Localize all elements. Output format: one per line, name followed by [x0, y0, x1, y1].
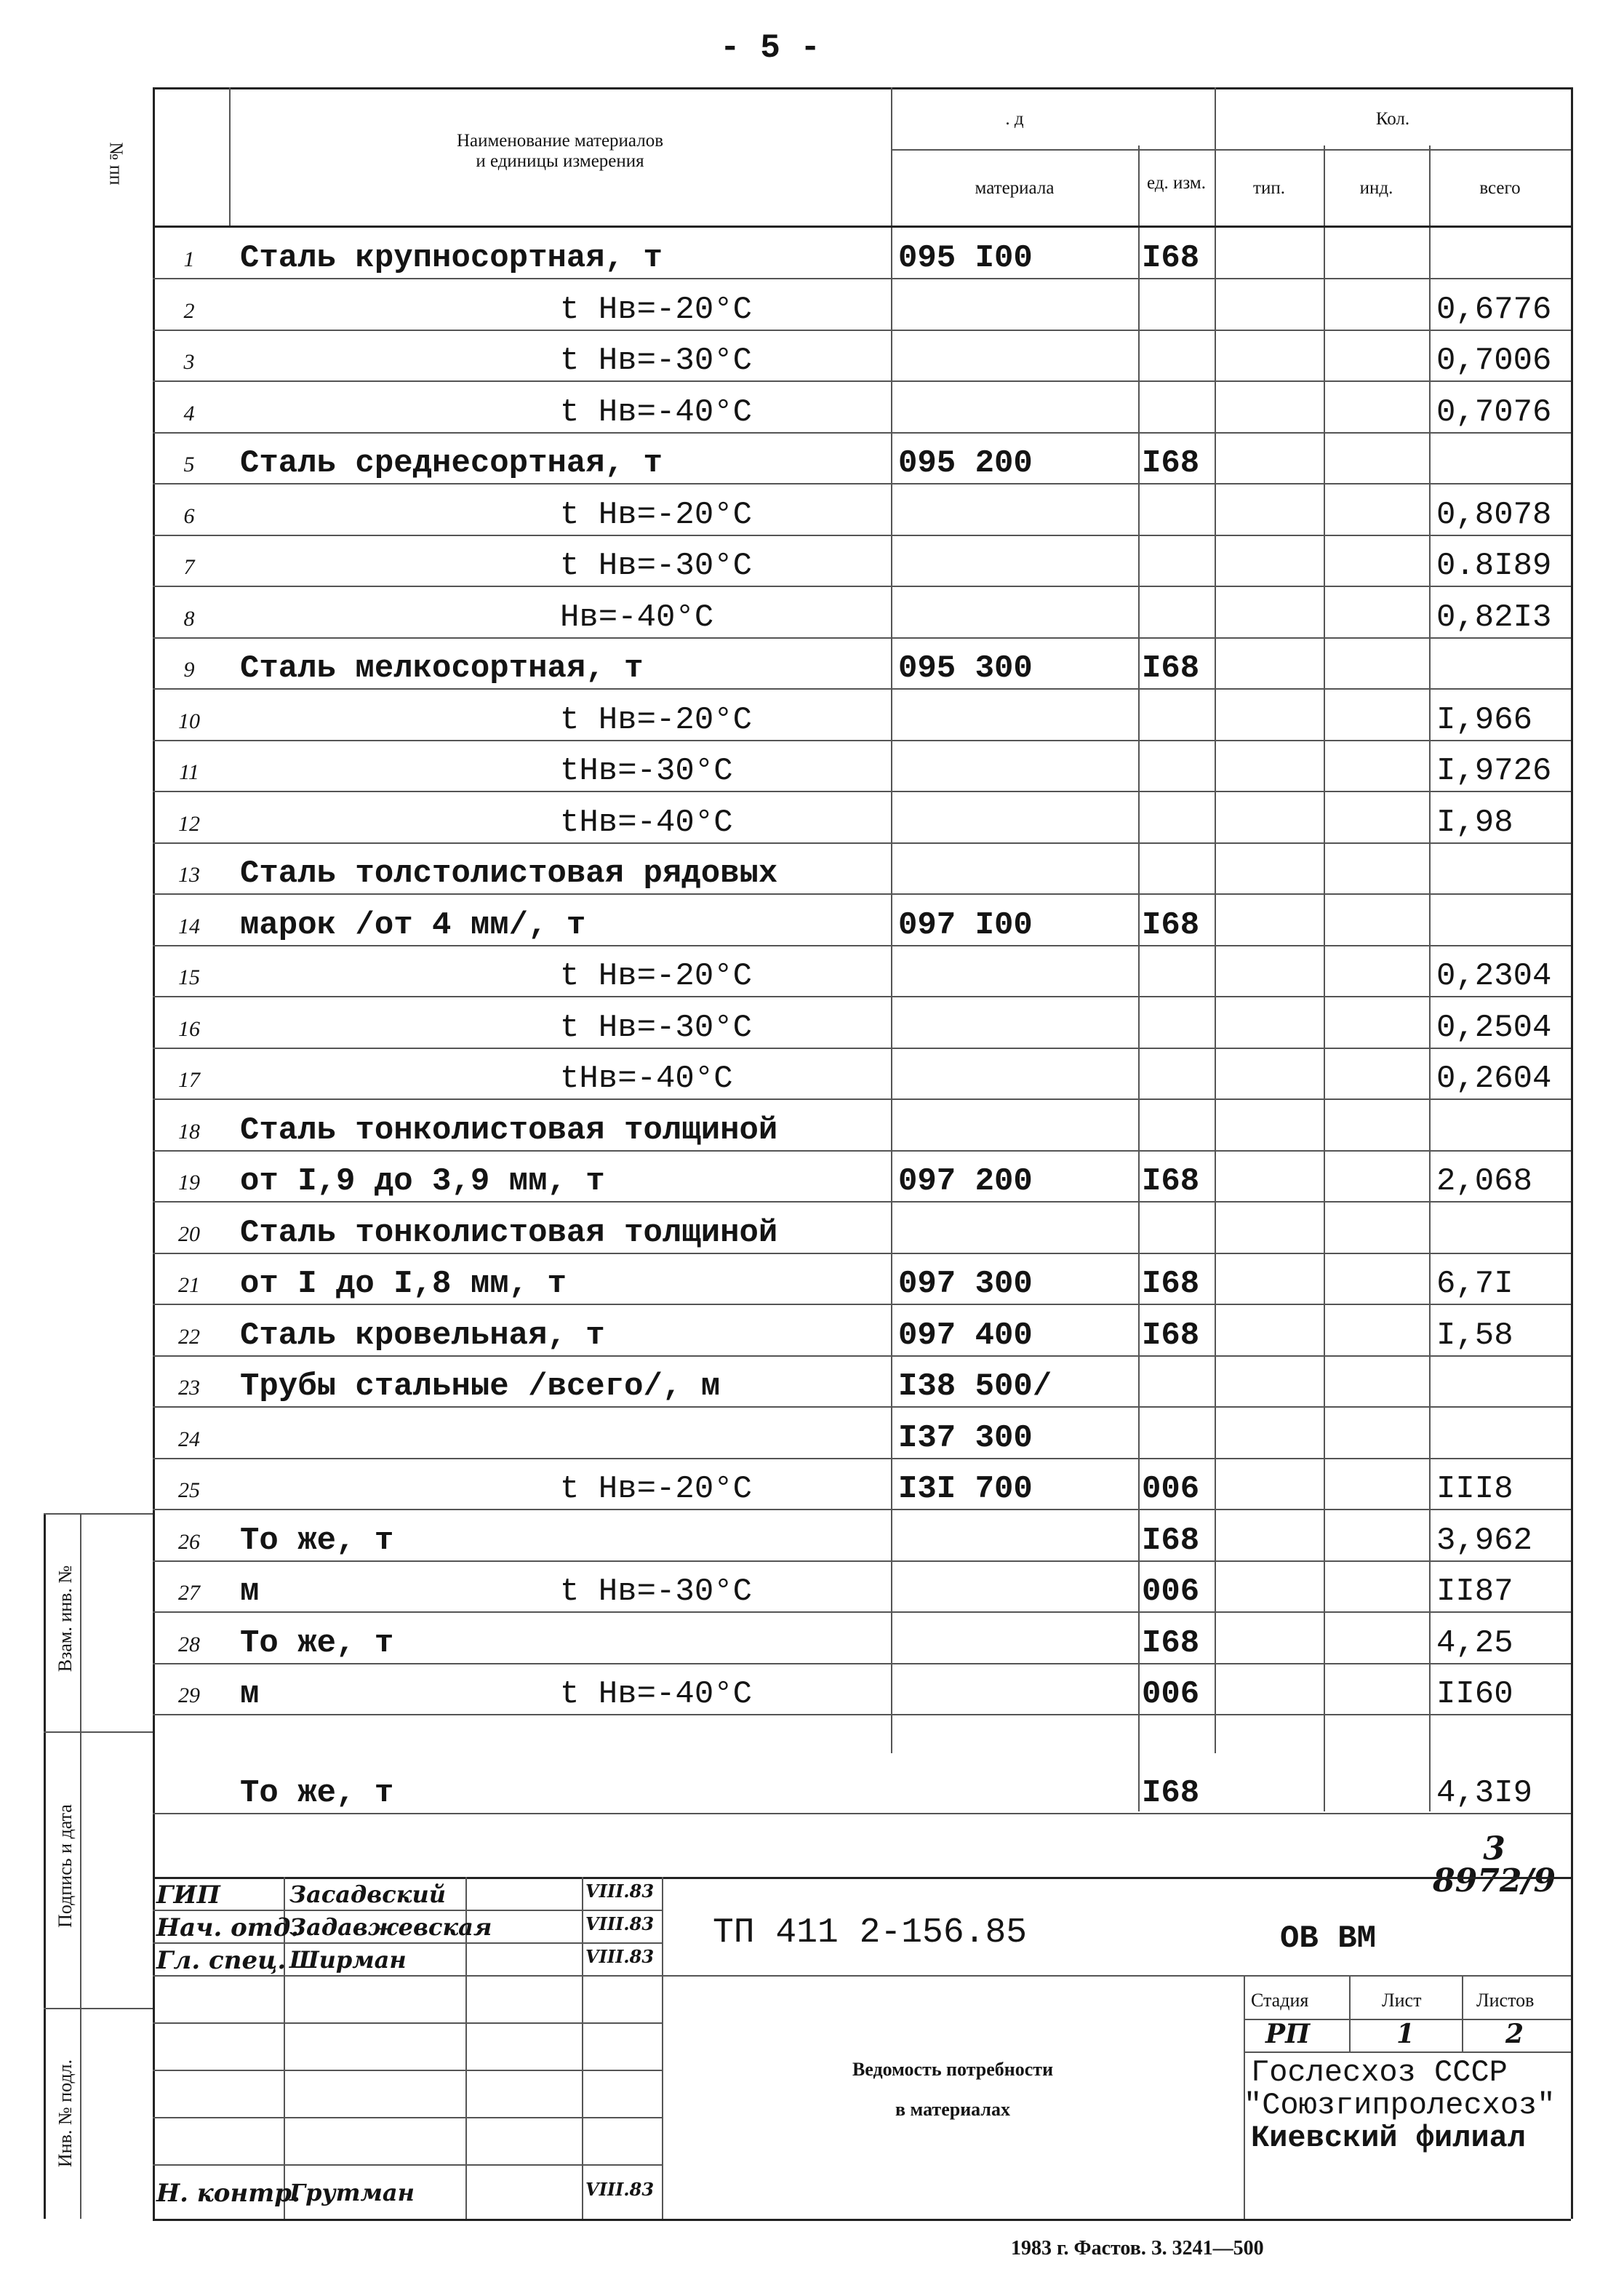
- material-name: То же, т: [240, 1624, 394, 1662]
- row-number: 10: [178, 709, 200, 733]
- sheets-value: 2: [1505, 2019, 1524, 2049]
- material-name: То же, т: [240, 1775, 394, 1811]
- temperature-condition: t Нв=-30°С: [560, 343, 753, 379]
- stage-value: РП: [1265, 2019, 1311, 2049]
- header-code-group: . д: [1005, 109, 1024, 129]
- quantity-total: I,9726: [1436, 753, 1552, 789]
- signature-role: Гл. спец.: [156, 1946, 287, 1975]
- unit-code: I68: [1142, 1624, 1200, 1662]
- unit-code: I68: [1142, 1317, 1200, 1354]
- material-name: То же, т: [240, 1522, 394, 1559]
- handwritten-note: 3 8972/9: [1433, 1830, 1556, 1899]
- signature-date: VIII.83: [585, 1913, 655, 1934]
- temperature-condition: t Нв=-20°С: [560, 958, 753, 994]
- unit-code: I68: [1142, 445, 1200, 482]
- material-code: I37 300: [898, 1419, 1033, 1456]
- material-name: Сталь крупносортная, т: [240, 240, 663, 276]
- margin-podpis-data: Подпись и дата: [55, 1804, 76, 1928]
- unit-code: I68: [1142, 1266, 1200, 1302]
- material-name: м: [240, 1676, 260, 1712]
- temperature-condition: t Нв=-20°С: [560, 291, 753, 328]
- unit-code: I68: [1142, 906, 1200, 944]
- temperature-condition: t Нв=-40°С: [560, 1676, 753, 1712]
- quantity-total: 4,3I9: [1436, 1775, 1533, 1811]
- material-code: 097 300: [898, 1266, 1033, 1302]
- unit-code: I68: [1142, 650, 1200, 687]
- material-name: Сталь кровельная, т: [240, 1317, 605, 1354]
- row-number: 9: [183, 658, 195, 682]
- row-number: 5: [183, 452, 195, 476]
- quantity-total: 2,068: [1436, 1163, 1533, 1200]
- row-number: 15: [178, 965, 200, 989]
- row-number: 2: [183, 298, 195, 323]
- signature-name: Ширман: [289, 1946, 407, 1974]
- temperature-condition: t Нв=-30°С: [560, 548, 753, 584]
- doc-title-line2: в материалах: [895, 2099, 1010, 2120]
- signature-date: VIII.83: [585, 1881, 655, 1902]
- material-code: I38 500/: [898, 1368, 1052, 1405]
- row-number: 1: [183, 247, 195, 271]
- footer-print-info: 1983 г. Фастов. З. 3241—500: [1011, 2237, 1264, 2260]
- row-number: 6: [183, 503, 195, 528]
- sheet-label: Лист: [1382, 1990, 1422, 2011]
- material-name: м: [240, 1574, 260, 1610]
- quantity-total: 0,2304: [1436, 958, 1552, 994]
- header-typ: тип.: [1253, 178, 1285, 198]
- material-name: Сталь толстолистовая рядовых: [240, 856, 778, 892]
- temperature-condition: t Нв=-30°С: [560, 1009, 753, 1046]
- header-total: всего: [1479, 178, 1521, 198]
- header-name: Наименование материалов и единицы измерения: [456, 131, 664, 171]
- header-unit: ед. изм.: [1147, 173, 1206, 193]
- quantity-total: III8: [1436, 1471, 1513, 1507]
- doc-code: ТП 411 2-156.85: [713, 1913, 1028, 1953]
- temperature-condition: t Нв=-20°С: [560, 701, 753, 738]
- material-name: от I,9 до 3,9 мм, т: [240, 1163, 605, 1200]
- quantity-total: I,58: [1436, 1317, 1513, 1354]
- material-name: от I до I,8 мм, т: [240, 1266, 567, 1302]
- material-code: 097 I00: [898, 906, 1033, 944]
- quantity-total: 0,7076: [1436, 394, 1552, 431]
- temperature-condition: tНв=-40°С: [560, 804, 733, 841]
- row-number: 25: [178, 1478, 200, 1502]
- org-line3: Киевский филиал: [1251, 2121, 1527, 2156]
- material-name: Сталь мелкосортная, т: [240, 650, 644, 687]
- quantity-total: II87: [1436, 1574, 1513, 1610]
- unit-code: I68: [1142, 1775, 1200, 1811]
- temperature-condition: tНв=-30°С: [560, 753, 733, 789]
- row-number: 8: [183, 606, 195, 631]
- unit-code: 006: [1142, 1676, 1200, 1712]
- temperature-condition: t Нв=-20°С: [560, 496, 753, 533]
- row-number: 24: [178, 1427, 200, 1451]
- unit-code: I68: [1142, 1163, 1200, 1200]
- row-number: 21: [178, 1273, 200, 1297]
- row-number: 29: [178, 1683, 200, 1707]
- quantity-total: 0,2604: [1436, 1061, 1552, 1097]
- material-name: Сталь тонколистовая толщиной: [240, 1214, 778, 1251]
- material-name: марок /от 4 мм/, т: [240, 906, 586, 944]
- material-code: 097 400: [898, 1317, 1033, 1354]
- header-row-no: № пп: [105, 142, 127, 186]
- header-ind: инд.: [1359, 178, 1393, 198]
- material-code: 095 I00: [898, 240, 1033, 276]
- sheets-label: Листов: [1476, 1990, 1535, 2011]
- row-number: 14: [178, 914, 200, 938]
- signature-role: ГИП: [156, 1881, 220, 1910]
- quantity-total: I,966: [1436, 701, 1533, 738]
- quantity-total: II60: [1436, 1676, 1513, 1712]
- signature-date: VIII.83: [585, 2179, 655, 2200]
- material-name: Трубы стальные /всего/, м: [240, 1368, 721, 1405]
- material-code: 097 200: [898, 1163, 1033, 1200]
- unit-code: I68: [1142, 1522, 1200, 1559]
- row-number: 12: [178, 811, 200, 836]
- doc-mark: ОВ ВМ: [1280, 1921, 1377, 1957]
- row-number: 19: [178, 1171, 200, 1195]
- doc-title-line1: Ведомость потребности: [852, 2059, 1054, 2080]
- org-line2: "Союзгипролесхоз": [1244, 2088, 1556, 2123]
- row-number: 27: [178, 1581, 200, 1605]
- signature-name: Задавжевская: [289, 1913, 492, 1941]
- signature-role: Нач. отд.: [156, 1913, 300, 1942]
- unit-code: 006: [1142, 1471, 1200, 1507]
- row-number: 23: [178, 1376, 200, 1400]
- row-number: 17: [178, 1068, 200, 1092]
- margin-vzam-inv: Взам. инв. №: [55, 1565, 76, 1672]
- material-code: 095 300: [898, 650, 1033, 687]
- row-number: 4: [183, 401, 195, 426]
- sheet-value: 1: [1396, 2019, 1415, 2049]
- temperature-condition: tНв=-40°С: [560, 1061, 733, 1097]
- row-number: 22: [178, 1324, 200, 1349]
- material-code: I3I 700: [898, 1471, 1033, 1507]
- material-name: Сталь тонколистовая толщиной: [240, 1112, 778, 1149]
- quantity-total: 4,25: [1436, 1624, 1513, 1662]
- page-number: - 5 -: [720, 29, 821, 67]
- row-number: 7: [183, 555, 195, 579]
- row-number: 13: [178, 863, 200, 887]
- header-material: материала: [975, 178, 1055, 198]
- row-number: 20: [178, 1221, 200, 1246]
- row-number: 28: [178, 1632, 200, 1656]
- signature-name: Грутман: [289, 2179, 415, 2206]
- quantity-total: 0,8078: [1436, 496, 1552, 533]
- quantity-total: 0.8I89: [1436, 548, 1552, 584]
- quantity-total: 0,82I3: [1436, 599, 1552, 636]
- temperature-condition: t Нв=-20°С: [560, 1471, 753, 1507]
- quantity-total: 0,7006: [1436, 343, 1552, 379]
- row-number: 16: [178, 1016, 200, 1041]
- material-code: 095 200: [898, 445, 1033, 482]
- row-number: 3: [183, 350, 195, 374]
- row-number: 11: [179, 760, 199, 784]
- temperature-condition: t Нв=-30°С: [560, 1574, 753, 1610]
- row-number: 18: [178, 1119, 200, 1144]
- material-name: Сталь среднесортная, т: [240, 445, 663, 482]
- temperature-condition: Нв=-40°С: [560, 599, 714, 636]
- unit-code: 006: [1142, 1574, 1200, 1610]
- header-qty-group: Кол.: [1375, 109, 1410, 129]
- quantity-total: 6,7I: [1436, 1266, 1513, 1302]
- temperature-condition: t Нв=-40°С: [560, 394, 753, 431]
- signature-date: VIII.83: [585, 1946, 655, 1967]
- quantity-total: 3,962: [1436, 1522, 1533, 1559]
- row-number: 26: [178, 1529, 200, 1554]
- quantity-total: I,98: [1436, 804, 1513, 841]
- stage-label: Стадия: [1251, 1990, 1309, 2011]
- signature-name: Засадвский: [289, 1881, 446, 1908]
- unit-code: I68: [1142, 240, 1200, 276]
- quantity-total: 0,2504: [1436, 1009, 1552, 1046]
- signature-role: Н. контр.: [156, 2179, 300, 2208]
- margin-inv-podl: Инв. № подл.: [55, 2059, 76, 2168]
- quantity-total: 0,6776: [1436, 291, 1552, 328]
- org-line1: Гослесхоз СССР: [1251, 2055, 1508, 2090]
